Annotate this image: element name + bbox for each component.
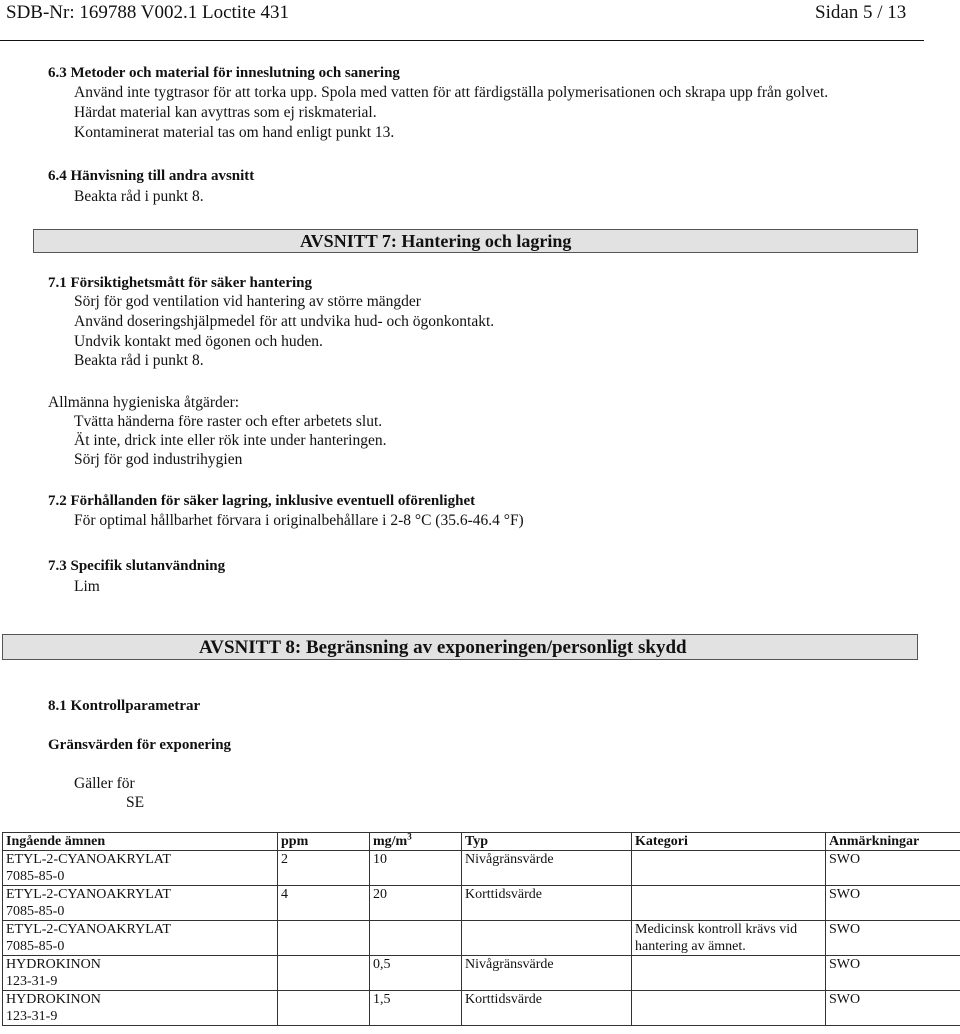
hygiene-heading: Allmänna hygieniska åtgärder: (48, 394, 240, 411)
substance-name: ETYL-2-CYANOAKRYLAT (6, 887, 171, 902)
table-header-row (3, 833, 960, 851)
type-cell: Korttidsvärde (462, 991, 632, 1026)
applies-to-label: Gäller för (74, 775, 135, 792)
exposure-limits-heading: Gränsvärden för exponering (48, 737, 232, 753)
table-row (3, 921, 960, 956)
type-cell: Korttidsvärde (462, 886, 632, 921)
section-7-title: AVSNITT 7: Hantering och lagring (300, 231, 572, 251)
category-cell (632, 886, 826, 921)
remarks-cell: SWO (826, 956, 960, 991)
column-header-type: Typ (462, 833, 632, 851)
section-8-title-band (2, 634, 918, 660)
ppm-cell: 4 (278, 886, 370, 921)
section-7-1-line: Beakta råd i punkt 8. (74, 352, 204, 369)
mgm3-superscript: 3 (407, 831, 412, 842)
column-header-substance: Ingående ämnen (3, 833, 278, 851)
cas-number: 7085-85-0 (6, 904, 65, 919)
mgm3-cell: 20 (370, 886, 462, 921)
substance-cell (3, 956, 278, 991)
section-7-1-line: Undvik kontakt med ögonen och huden. (74, 333, 323, 350)
document-id: SDB-Nr: 169788 V002.1 Loctite 431 (6, 2, 290, 23)
category-cell (632, 851, 826, 886)
mgm3-cell: 10 (370, 851, 462, 886)
section-6-3-line: Härdat material kan avyttras som ej riskmaterial. (74, 104, 377, 121)
remarks-cell: SWO (826, 991, 960, 1026)
section-6-3-line: Använd inte tygtrasor för att torka upp. Spola med vatten för att färdigställa polymerisationen och skrapa upp från golvet. (74, 84, 829, 101)
remarks-cell: SWO (826, 886, 960, 921)
ppm-cell (278, 921, 370, 956)
exposure-limits-table (2, 832, 960, 1026)
substance-cell (3, 886, 278, 921)
section-7-1-line: Sörj för god ventilation vid hantering av större mängder (74, 293, 421, 310)
category-cell: Medicinsk kontroll krävs vid hantering av ämnet. (632, 921, 826, 956)
section-7-3-line: Lim (74, 578, 100, 595)
mgm3-unit: mg/m (373, 834, 408, 849)
substance-name: HYDROKINON (6, 992, 101, 1007)
section-6-3-line: Kontaminerat material tas om hand enligt punkt 13. (74, 124, 395, 141)
substance-name: ETYL-2-CYANOAKRYLAT (6, 852, 171, 867)
remarks-cell: SWO (826, 851, 960, 886)
type-cell: Nivågränsvärde (462, 956, 632, 991)
ppm-cell (278, 956, 370, 991)
mgm3-cell (370, 921, 462, 956)
column-header-ppm: ppm (278, 833, 370, 851)
mgm3-cell: 1,5 (370, 991, 462, 1026)
cas-number: 123-31-9 (6, 1009, 58, 1024)
section-6-4-line: Beakta råd i punkt 8. (74, 188, 204, 205)
table-row (3, 851, 960, 886)
cas-number: 123-31-9 (6, 974, 58, 989)
cas-number: 7085-85-0 (6, 939, 65, 954)
type-cell (462, 921, 632, 956)
section-7-1-line: Använd doseringshjälpmedel för att undvika hud- och ögonkontakt. (74, 313, 495, 330)
remarks-cell: SWO (826, 921, 960, 956)
category-cell (632, 956, 826, 991)
ppm-cell (278, 991, 370, 1026)
section-7-3-heading: 7.3 Specifik slutanvändning (48, 558, 226, 574)
section-8-1-heading: 8.1 Kontrollparametrar (48, 698, 201, 714)
table-row (3, 956, 960, 991)
hygiene-line: Tvätta händerna före raster och efter arbetets slut. (74, 413, 383, 430)
section-6-3-heading: 6.3 Metoder och material för inneslutning och sanering (48, 65, 400, 81)
section-7-title-band (33, 229, 918, 253)
section-8-title: AVSNITT 8: Begränsning av exponeringen/personligt skydd (199, 637, 687, 658)
ppm-cell: 2 (278, 851, 370, 886)
mgm3-cell: 0,5 (370, 956, 462, 991)
section-6-4-heading: 6.4 Hänvisning till andra avsnitt (48, 168, 255, 184)
column-header-remarks: Anmärkningar (826, 833, 960, 851)
table-row (3, 886, 960, 921)
table-row (3, 991, 960, 1026)
cas-number: 7085-85-0 (6, 869, 65, 884)
hygiene-line: Ät inte, drick inte eller rök inte under hanteringen. (74, 432, 387, 449)
hygiene-line: Sörj för god industrihygien (74, 451, 243, 468)
page-number: Sidan 5 / 13 (815, 2, 907, 23)
substance-cell (3, 991, 278, 1026)
type-cell: Nivågränsvärde (462, 851, 632, 886)
section-7-2-heading: 7.2 Förhållanden för säker lagring, inklusive eventuell oförenlighet (48, 493, 476, 509)
applies-to-country: SE (126, 794, 145, 811)
column-header-mgm3 (370, 833, 462, 851)
category-cell (632, 991, 826, 1026)
substance-name: ETYL-2-CYANOAKRYLAT (6, 922, 171, 937)
column-header-category: Kategori (632, 833, 826, 851)
section-7-1-heading: 7.1 Försiktighetsmått för säker hantering (48, 275, 313, 291)
header-divider (0, 40, 924, 41)
substance-cell (3, 921, 278, 956)
section-7-2-line: För optimal hållbarhet förvara i originalbehållare i 2-8 °C (35.6-46.4 °F) (74, 512, 524, 529)
substance-name: HYDROKINON (6, 957, 101, 972)
substance-cell (3, 851, 278, 886)
